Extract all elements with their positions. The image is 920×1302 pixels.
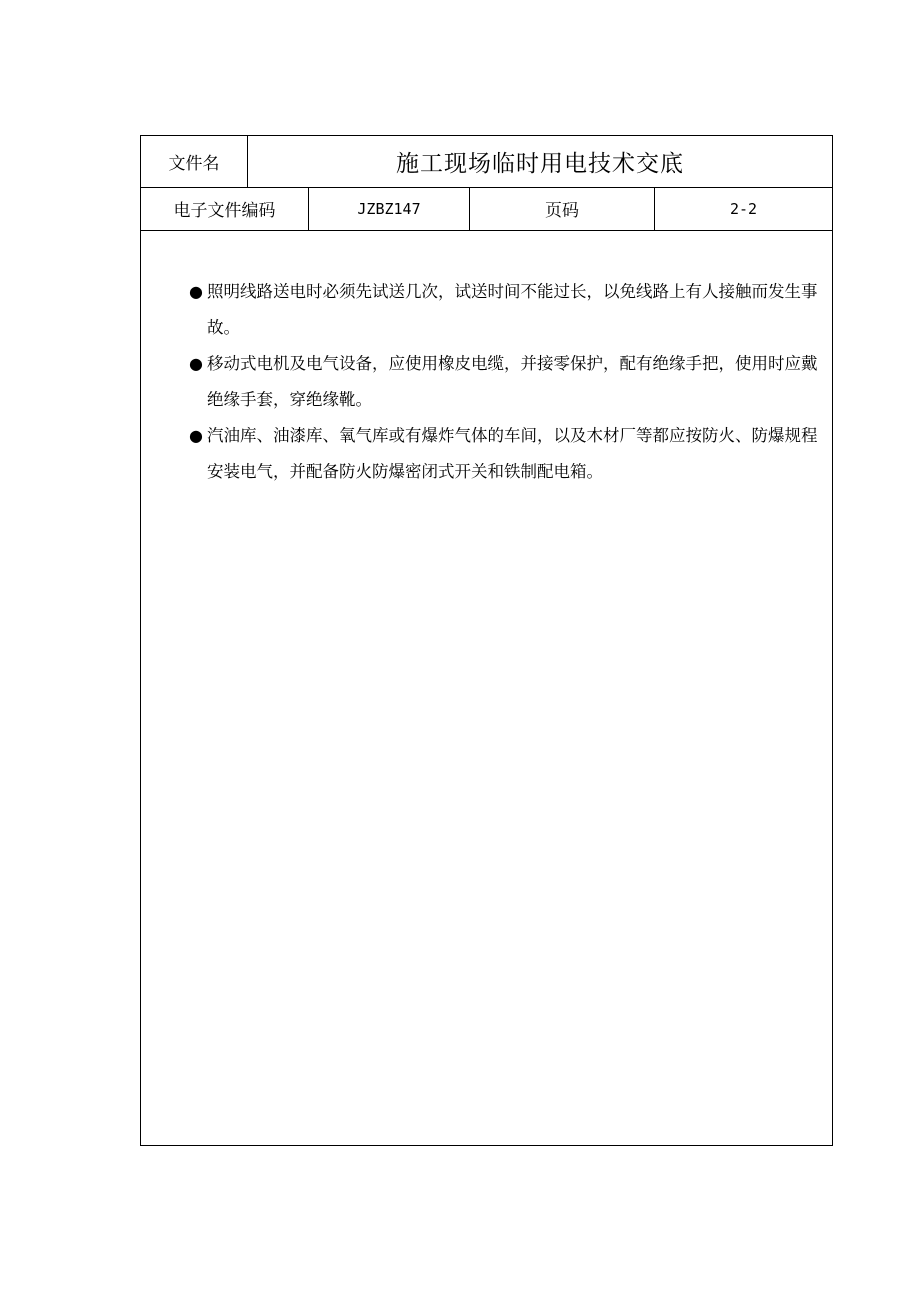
list-item-text: 照明线路送电时必须先试送几次，试送时间不能过长，以免线路上有人接触而发生事故。 — [207, 282, 818, 337]
code-label: 电子文件编码 — [141, 187, 309, 230]
bullet-icon: ● — [189, 282, 203, 301]
header-row-title — [141, 136, 832, 188]
code-value: JZBZ147 — [309, 187, 470, 230]
file-name-label: 文件名 — [141, 136, 248, 187]
document-title: 施工现场临时用电技术交底 — [396, 151, 684, 177]
page-value: 2-2 — [729, 199, 758, 218]
list-item — [189, 418, 822, 490]
list-item — [189, 346, 822, 418]
bullet-icon: ● — [189, 354, 203, 373]
page-label: 页码 — [470, 187, 655, 230]
list-item-text: 汽油库、油漆库、氧气库或有爆炸气体的车间，以及木材厂等都应按防火、防爆规程安装电气，并配备防火防爆密闭式开关和铁制配电箱。 — [207, 426, 818, 481]
bullet-icon: ● — [189, 426, 203, 445]
list-item-text: 移动式电机及电气设备，应使用橡皮电缆，并接零保护，配有绝缘手把，使用时应戴绝缘手套，穿绝缘靴。 — [207, 354, 818, 409]
list-item — [189, 274, 822, 346]
document-sheet — [140, 135, 833, 1146]
content-body — [141, 230, 832, 1145]
header-row-meta — [141, 187, 832, 231]
